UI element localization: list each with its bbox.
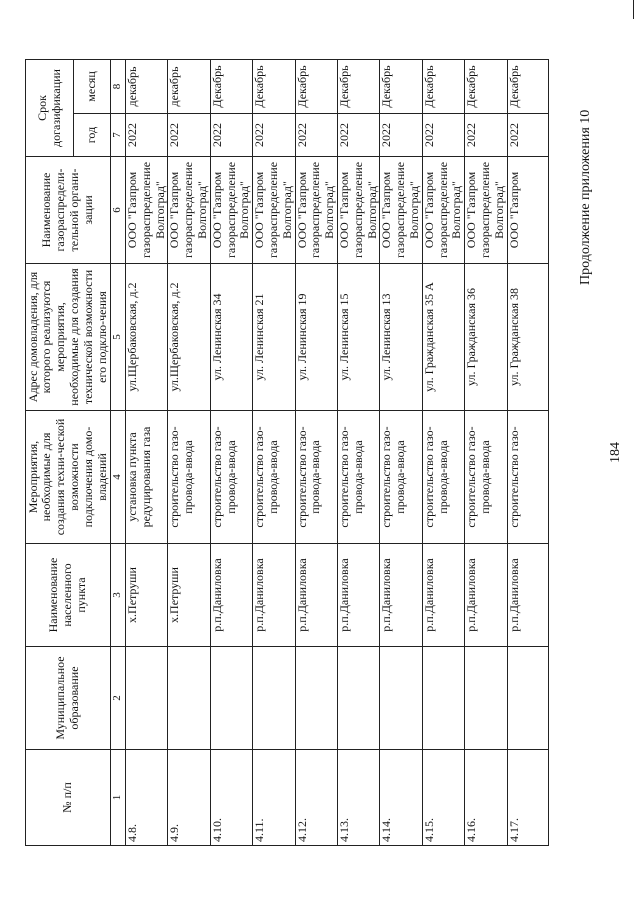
row-municipality <box>295 647 337 750</box>
row-address: ул. Гражданская 36 <box>465 264 507 411</box>
header-term: Срок догазификации <box>26 59 74 156</box>
row-measure: установка пункта редуцирования газа <box>126 411 168 544</box>
row-organization: ООО "Газпром газораспределение Волгоград" <box>422 157 464 264</box>
row-settlement: р.п.Даниловка <box>507 544 548 647</box>
row-year: 2022 <box>168 114 210 157</box>
col-number: 5 <box>111 264 126 411</box>
col-number: 3 <box>111 544 126 647</box>
table-row <box>210 59 252 845</box>
header-address: Адрес домовладения, для которого реализуются мероприятия, необходимые для создания технической возможности его подклю-чения <box>26 264 111 411</box>
table-row <box>126 59 168 845</box>
row-settlement: х.Петруши <box>126 544 168 647</box>
row-municipality <box>210 647 252 750</box>
row-settlement: р.п.Даниловка <box>295 544 337 647</box>
row-organization: ООО "Газпром газораспределение Волгоград" <box>465 157 507 264</box>
row-address: ул. Ленинская 19 <box>295 264 337 411</box>
row-municipality <box>168 647 210 750</box>
row-month: Декабрь <box>422 59 464 113</box>
row-measure: строительство газо-провода-ввода <box>295 411 337 544</box>
row-year: 2022 <box>507 114 548 157</box>
row-month: Декабрь <box>253 59 295 113</box>
table-row <box>295 59 337 845</box>
col-number: 1 <box>111 750 126 846</box>
row-organization: ООО "Газпром газораспределение Волгоград" <box>126 157 168 264</box>
row-organization: ООО "Газпром газораспределение Волгоград" <box>210 157 252 264</box>
header-measures: Мероприятия, необходимые для создания техни-ческой возможности подключения домо-владений <box>26 411 111 544</box>
row-address: ул.Щербаковская, д.2 <box>168 264 210 411</box>
row-month: Декабрь <box>210 59 252 113</box>
row-measure: строительство газо-провода-ввода <box>422 411 464 544</box>
row-number: 4.8. <box>126 750 168 846</box>
row-month: Декабрь <box>295 59 337 113</box>
row-municipality <box>465 647 507 750</box>
row-measure: строительство газо-провода-ввода <box>380 411 422 544</box>
row-year: 2022 <box>126 114 168 157</box>
row-organization: ООО "Газпром газораспределение Волгоград" <box>337 157 379 264</box>
table-row <box>507 59 548 845</box>
appendix-caption: Продолжение приложения 10 <box>578 109 593 285</box>
row-municipality <box>337 647 379 750</box>
col-number: 7 <box>111 114 126 157</box>
col-number: 2 <box>111 647 126 750</box>
row-settlement: р.п.Даниловка <box>337 544 379 647</box>
row-number: 4.13. <box>337 750 379 846</box>
table-row <box>465 59 507 845</box>
table-row <box>422 59 464 845</box>
row-organization: ООО "Газпром газораспределение Волгоград" <box>253 157 295 264</box>
header-settlement: Наименование населенного пункта <box>26 544 111 647</box>
row-measure: строительство газо-провода-ввода <box>337 411 379 544</box>
row-year: 2022 <box>380 114 422 157</box>
row-number: 4.11. <box>253 750 295 846</box>
table-row <box>168 59 210 845</box>
row-year: 2022 <box>337 114 379 157</box>
row-year: 2022 <box>210 114 252 157</box>
header-year: год <box>74 114 111 157</box>
row-measure: строительство газо- <box>507 411 548 544</box>
row-number: 4.12. <box>295 750 337 846</box>
page-number: 184 <box>608 442 623 463</box>
column-number-row <box>111 59 126 845</box>
row-number: 4.10. <box>210 750 252 846</box>
row-municipality <box>253 647 295 750</box>
col-number: 4 <box>111 411 126 544</box>
row-year: 2022 <box>253 114 295 157</box>
header-month: месяц <box>74 59 111 113</box>
header-municipality: Муниципальное образование <box>26 647 111 750</box>
row-measure: строительство газо-провода-ввода <box>210 411 252 544</box>
row-municipality <box>422 647 464 750</box>
row-address: ул. Ленинская 15 <box>337 264 379 411</box>
row-address: ул. Ленинская 34 <box>210 264 252 411</box>
row-number: 4.9. <box>168 750 210 846</box>
row-address: ул. Ленинская 13 <box>380 264 422 411</box>
row-address: ул.Щербаковская, д.2 <box>126 264 168 411</box>
row-month: Декабрь <box>380 59 422 113</box>
row-measure: строительство газо-провода-ввода <box>253 411 295 544</box>
row-number: 4.16. <box>465 750 507 846</box>
row-month: декабрь <box>126 59 168 113</box>
row-address: ул. Гражданская 38 <box>507 264 548 411</box>
col-number: 6 <box>111 157 126 264</box>
gasification-table <box>25 59 549 846</box>
row-settlement: р.п.Даниловка <box>253 544 295 647</box>
row-month: Декабрь <box>465 59 507 113</box>
col-number: 8 <box>111 59 126 113</box>
row-organization: ООО "Газпром газораспределение Волгоград" <box>168 157 210 264</box>
row-year: 2022 <box>295 114 337 157</box>
row-municipality <box>380 647 422 750</box>
corner-line <box>633 0 634 19</box>
row-month: Декабрь <box>507 59 548 113</box>
row-number: 4.17. <box>507 750 548 846</box>
row-measure: строительство газо-провода-ввода <box>168 411 210 544</box>
row-year: 2022 <box>422 114 464 157</box>
header-number: № п/п <box>26 750 111 846</box>
row-organization: ООО "Газпром <box>507 157 548 264</box>
row-organization: ООО "Газпром газораспределение Волгоград" <box>295 157 337 264</box>
row-address: ул. Ленинская 21 <box>253 264 295 411</box>
row-municipality <box>507 647 548 750</box>
table-row <box>337 59 379 845</box>
row-measure: строительство газо-провода-ввода <box>465 411 507 544</box>
table-row <box>253 59 295 845</box>
row-year: 2022 <box>465 114 507 157</box>
row-settlement: х.Петруши <box>168 544 210 647</box>
header-organization: Наименование газораспредели-тельной органи-зации <box>26 157 111 264</box>
row-address: ул. Гражданская 35 А <box>422 264 464 411</box>
row-month: Декабрь <box>337 59 379 113</box>
row-number: 4.15. <box>422 750 464 846</box>
row-settlement: р.п.Даниловка <box>422 544 464 647</box>
table-row <box>380 59 422 845</box>
row-month: декабрь <box>168 59 210 113</box>
row-organization: ООО "Газпром газораспределение Волгоград" <box>380 157 422 264</box>
row-settlement: р.п.Даниловка <box>465 544 507 647</box>
row-number: 4.14. <box>380 750 422 846</box>
row-settlement: р.п.Даниловка <box>380 544 422 647</box>
row-municipality <box>126 647 168 750</box>
row-settlement: р.п.Даниловка <box>210 544 252 647</box>
